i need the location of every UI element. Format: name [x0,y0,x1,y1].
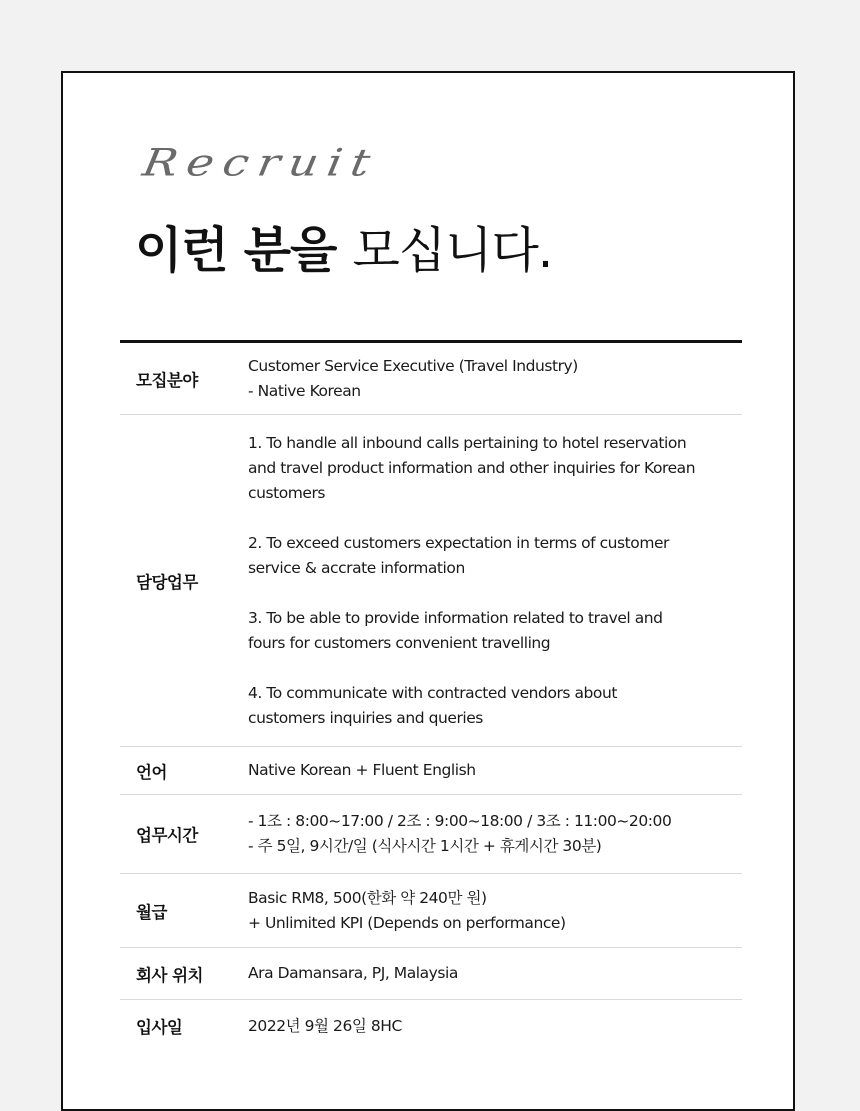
row-language [120,747,742,795]
value-line: 1. To handle all inbound calls pertaining to hotel reservation [248,433,687,452]
row-label: 모집분야 [136,370,198,390]
headline-bold: 이런 분을 [135,222,337,279]
row-value [248,886,742,936]
row-label: 월급 [136,902,167,922]
row-label: 회사 위치 [136,965,204,985]
value-line: Customer Service Executive (Travel Industry) [248,356,578,375]
row-hours [120,795,742,874]
value-line: 3. To be able to provide information related to travel and [248,608,663,627]
value-line: - Native Korean [248,381,361,400]
row-label: 업무시간 [136,826,198,845]
row-value [248,1014,742,1039]
row-field [120,343,742,415]
row-label: 입사일 [136,1018,183,1037]
value-line: Native Korean + Fluent English [248,761,476,779]
script-title: Recruit [139,140,383,185]
recruit-card [61,71,795,1111]
row-start-date [120,1000,742,1052]
value-line: fours for customers convenient travelling [248,633,551,652]
row-label: 언어 [136,762,167,782]
value-line: service & accrate information [248,558,465,577]
row-duties [120,415,742,747]
value-line: - 1조 : 8:00~17:00 / 2조 : 9:00~18:00 / 3조 : 11:00~20:00 [248,812,672,830]
headline-light: 모십니다. [352,222,553,279]
value-line: - 주 5일, 9시간/일 (식사시간 1시간 + 휴게시간 30분) [248,837,602,855]
value-line: customers inquiries and queries [248,708,483,727]
value-line: + Unlimited KPI (Depends on performance) [248,913,566,932]
value-line: Ara Damansara, PJ, Malaysia [248,964,458,982]
value-line: customers [248,483,326,502]
value-line: Basic RM8, 500(한화 약 240만 원) [248,888,487,907]
row-label: 담당업무 [136,572,198,592]
value-line: 2. To exceed customers expectation in terms of customer [248,533,669,552]
value-line: 2022년 9월 26일 8HC [248,1016,402,1035]
row-location [120,948,742,1000]
row-salary [120,874,742,948]
row-value [248,758,742,783]
row-value [248,431,742,731]
page-title [135,223,552,279]
row-value [248,354,742,404]
recruit-info-table [120,340,742,1052]
row-value [248,961,742,986]
value-line: and travel product information and other inquiries for Korean [248,458,696,477]
row-value [248,809,742,859]
value-line: 4. To communicate with contracted vendors about [248,683,617,702]
